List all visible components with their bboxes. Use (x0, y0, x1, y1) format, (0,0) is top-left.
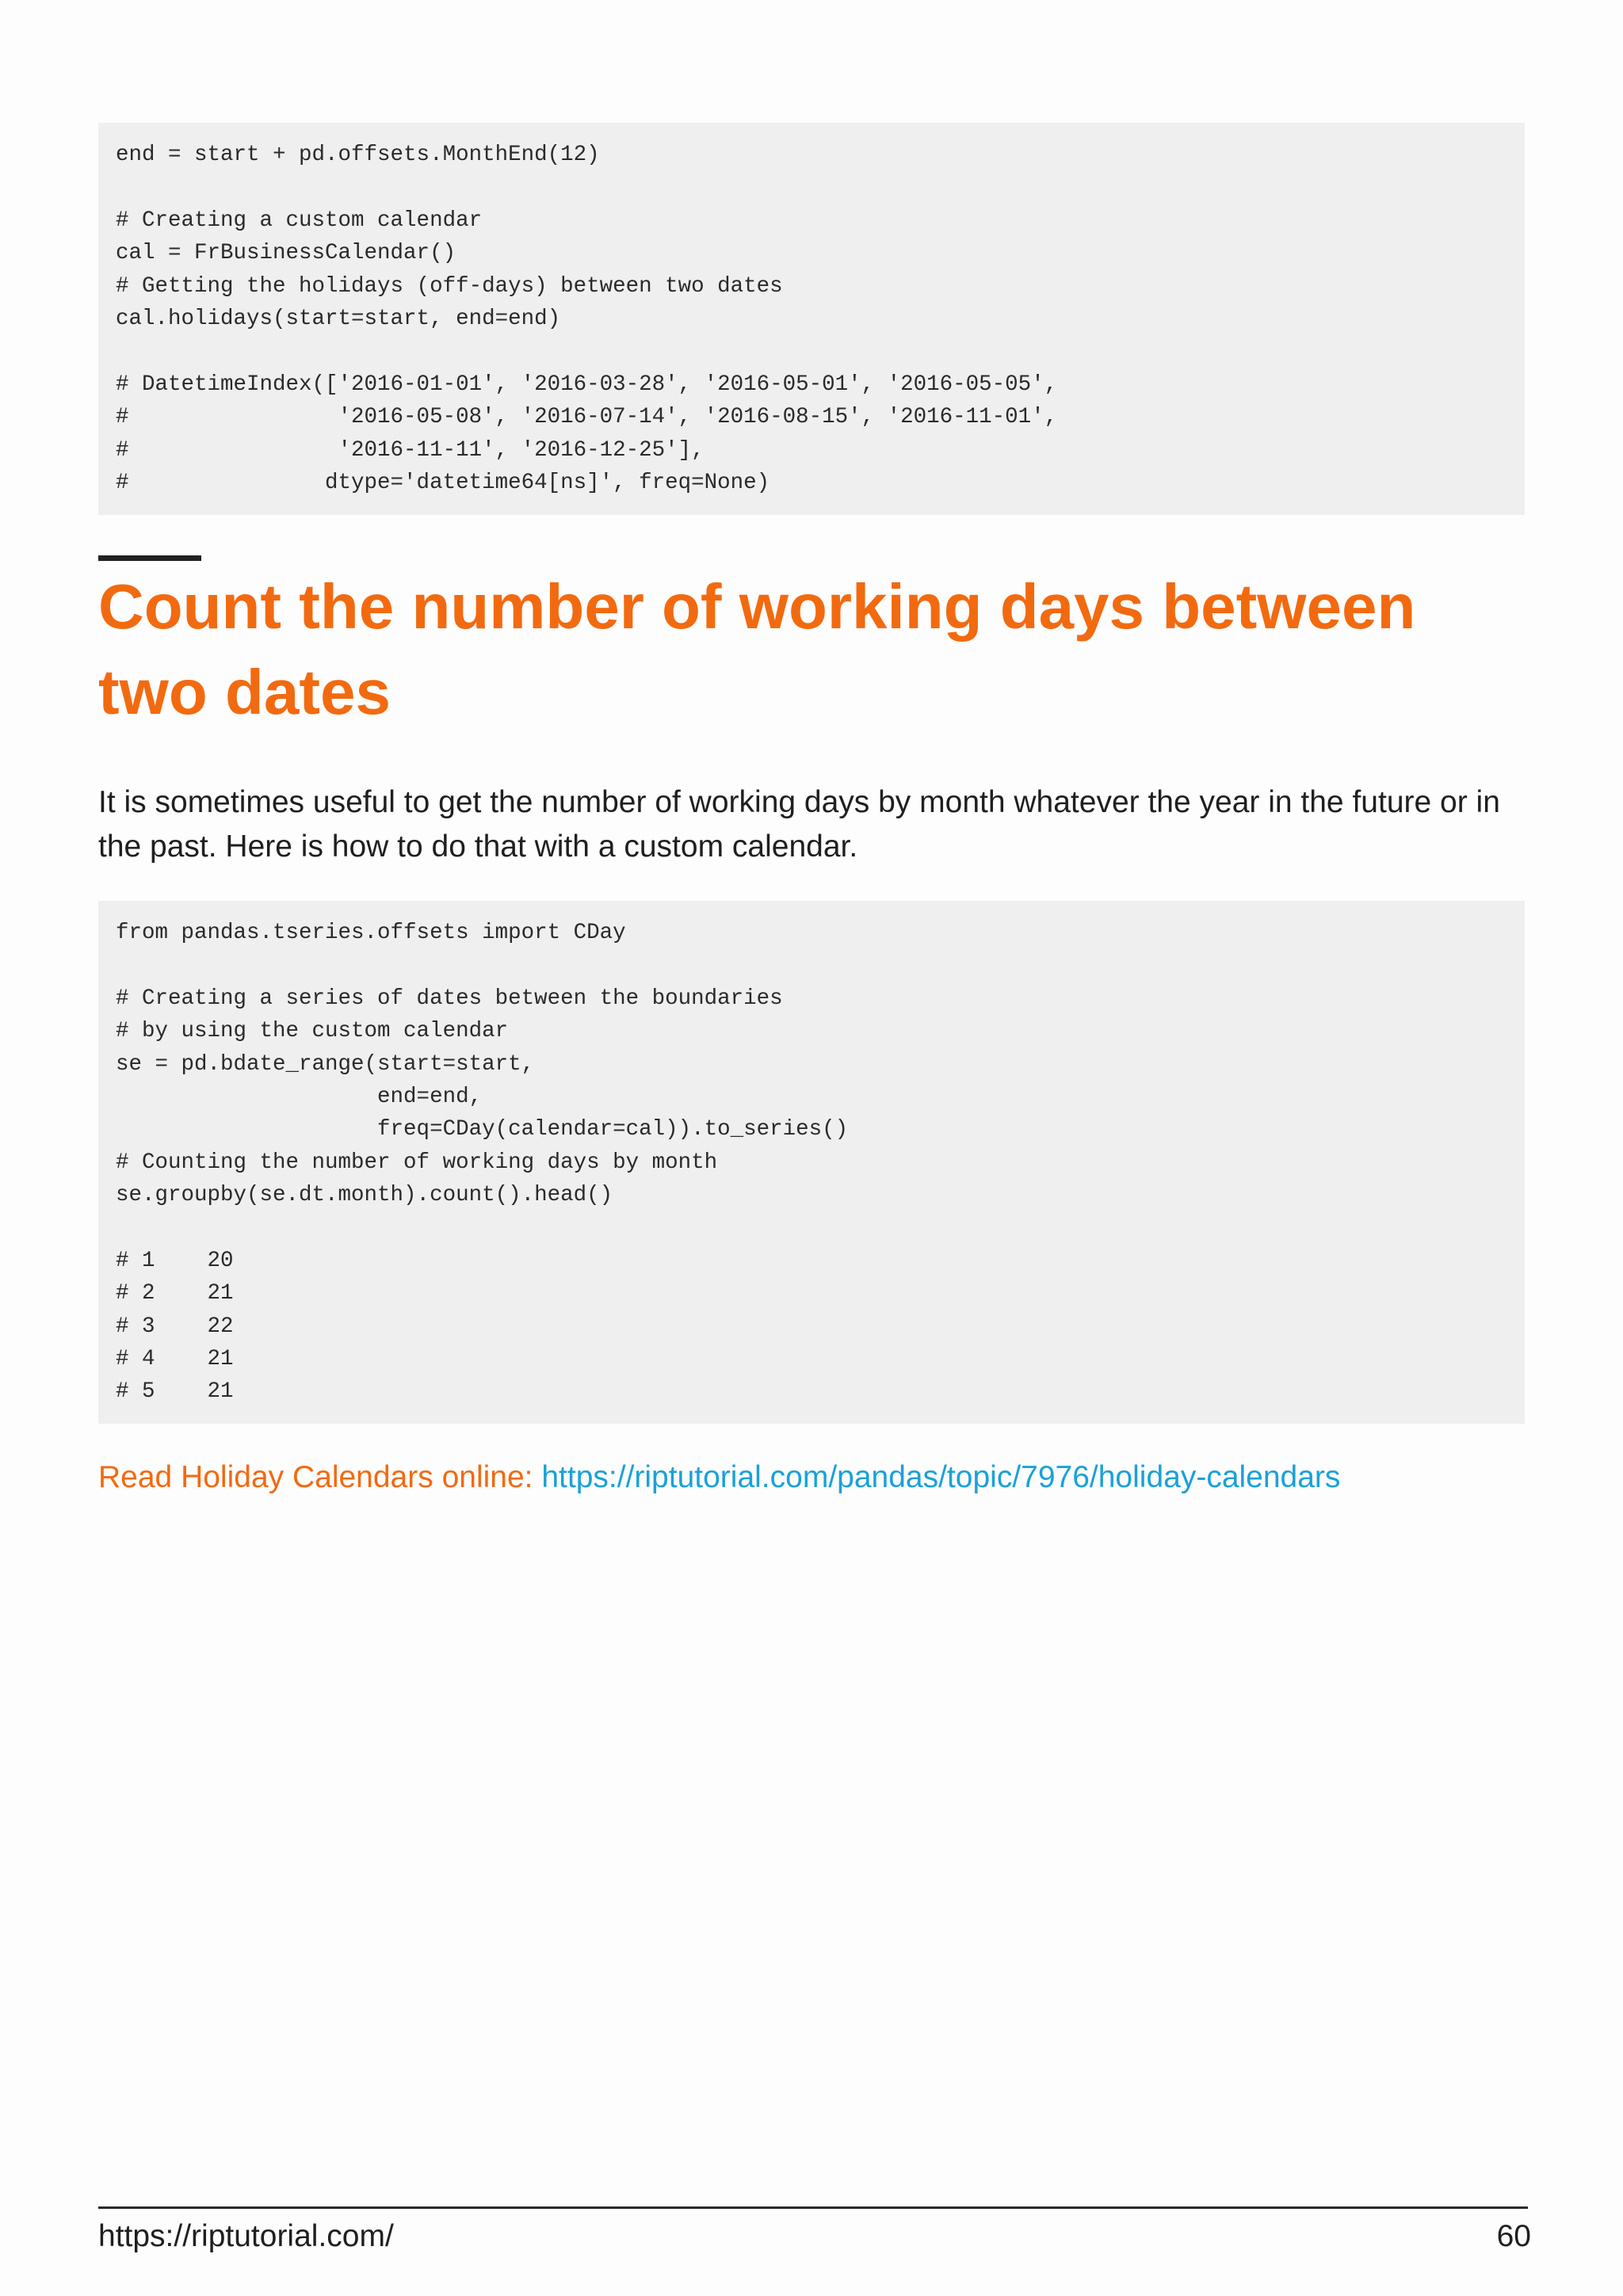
code-line: end=end, (116, 1084, 483, 1109)
code-line (116, 171, 1507, 204)
code-line: # 4 21 (116, 1347, 234, 1372)
code-line: # Creating a series of dates between the boundaries (116, 986, 783, 1011)
code-line: # DatetimeIndex(['2016-01-01', '2016-03-28', '2016-05-01', '2016-05-05', (116, 372, 1058, 397)
code-line: # by using the custom calendar (116, 1019, 509, 1044)
section-heading: Count the number of working days between two dates (98, 571, 1416, 727)
read-online-label: Read Holiday Calendars online: (98, 1460, 542, 1494)
code-line: # dtype='datetime64[ns]', freq=None) (116, 470, 770, 495)
code-line: # 2 21 (116, 1281, 234, 1306)
code-line: # 5 21 (116, 1379, 234, 1405)
code-line: cal.holidays(start=start, end=end) (116, 306, 561, 331)
code-line: freq=CDay(calendar=cal)).to_series() (116, 1117, 849, 1142)
code-line: cal = FrBusinessCalendar() (116, 241, 456, 266)
code-line: # 1 20 (116, 1248, 234, 1273)
code-block-working-days (98, 901, 1525, 1424)
read-online-link[interactable]: https://riptutorial.com/pandas/topic/7976/holiday-calendars (541, 1460, 1341, 1494)
code-line: se = pd.bdate_range(start=start, (116, 1051, 535, 1077)
code-line: end = start + pd.offsets.MonthEnd(12) (116, 143, 600, 167)
code-line (116, 949, 1507, 982)
code-line: from pandas.tseries.offsets import CDay (116, 921, 626, 945)
code-line: # Getting the holidays (off-days) between two dates (116, 273, 783, 299)
section-intro: It is sometimes useful to get the number of working days by month whatever the year in the future or in the past. Here is how to do that with a custom calendar. (98, 785, 1500, 864)
read-online-line (98, 1458, 1340, 1497)
code-block-holidays (98, 123, 1525, 515)
code-line: # Counting the number of working days by month (116, 1150, 718, 1175)
page-number: 60 (1496, 2219, 1531, 2253)
code-line: se.groupby(se.dt.month).count().head() (116, 1183, 613, 1208)
code-line: # 3 22 (116, 1314, 234, 1339)
code-line: # Creating a custom calendar (116, 208, 483, 233)
code-line: # '2016-11-11', '2016-12-25'], (116, 437, 705, 463)
code-line (116, 335, 1507, 368)
heading-rule (98, 555, 201, 561)
footer-rule (98, 2206, 1528, 2209)
code-line (116, 1212, 1507, 1245)
footer-site-url: https://riptutorial.com/ (98, 2219, 394, 2253)
code-line: # '2016-05-08', '2016-07-14', '2016-08-15', '2016-11-01', (116, 405, 1058, 430)
